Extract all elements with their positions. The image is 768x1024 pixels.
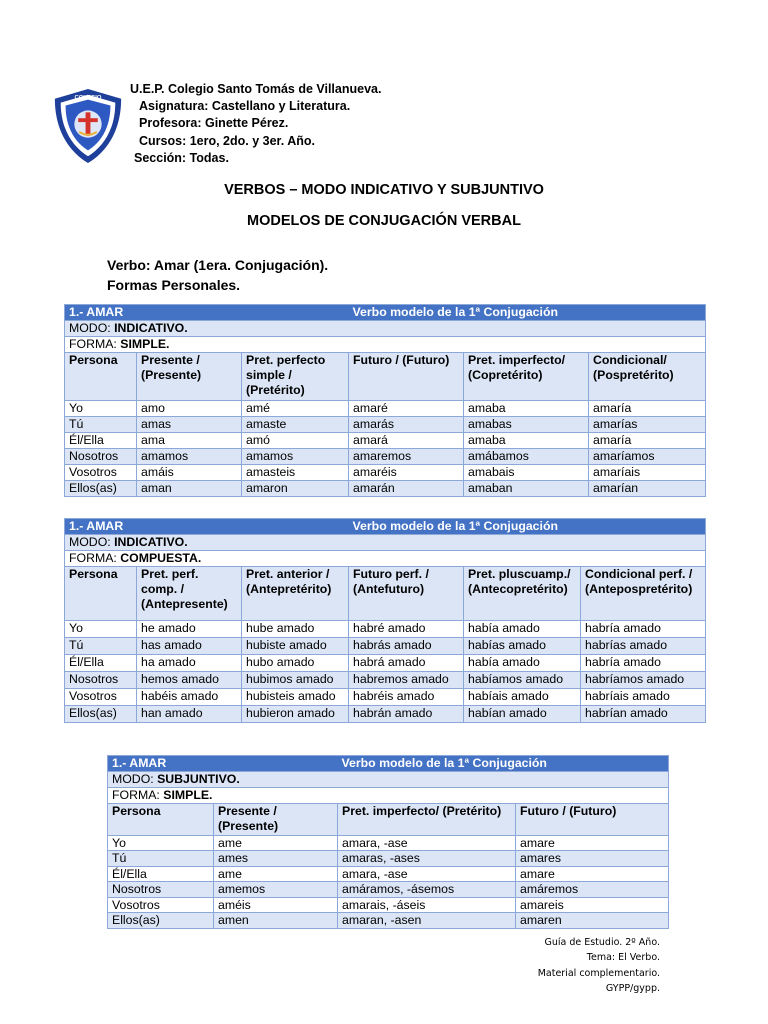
col-4: Pret. pluscuamp./ (Antecopretérito): [464, 567, 581, 621]
page-footer: [538, 935, 660, 997]
cell: Él/Ella: [108, 866, 214, 882]
form-value: SIMPLE.: [163, 788, 213, 802]
cell: amaron: [242, 481, 349, 497]
cell: amáis: [137, 465, 242, 481]
cell: hubiste amado: [242, 638, 349, 655]
cell: Yo: [65, 621, 137, 638]
table-row: [108, 851, 669, 867]
cell: amarían: [589, 481, 706, 497]
cell: amarías: [589, 417, 706, 433]
table-row: [65, 672, 706, 689]
cell: amaréis: [349, 465, 464, 481]
col-3: Futuro perf. / (Antefuturo): [349, 567, 464, 621]
forms-line: Formas Personales.: [107, 277, 241, 293]
footer-line: Material complementario.: [537, 967, 660, 979]
table-row: [65, 706, 706, 723]
table-row: [108, 866, 669, 882]
cell: amaría: [589, 401, 706, 417]
cell: amabais: [464, 465, 589, 481]
cell: han amado: [137, 706, 242, 723]
col-2: Pret. perfecto simple / (Pretérito): [242, 353, 349, 401]
cell: Ellos(as): [65, 706, 137, 723]
cell: habíais amado: [464, 689, 581, 706]
cell: habrás amado: [349, 638, 464, 655]
table-header-left: 1.- AMAR: [65, 519, 349, 535]
cell: Yo: [108, 835, 214, 851]
col-1: Presente / (Presente): [214, 803, 338, 835]
cell: Tú: [108, 851, 214, 867]
cell: amarais, -áseis: [338, 897, 516, 913]
cell: hube amado: [242, 621, 349, 638]
cell: amares: [516, 851, 669, 867]
cell: Vosotros: [65, 689, 137, 706]
table-row: [108, 882, 669, 898]
table-row: [108, 913, 669, 929]
table-row: [65, 449, 706, 465]
cell: hubisteis amado: [242, 689, 349, 706]
table-header-left: 1.- AMAR: [108, 756, 338, 772]
cell: Tú: [65, 417, 137, 433]
cell: habías amado: [464, 638, 581, 655]
seal-lettering: COLEGIO: [74, 95, 102, 102]
table-row: [65, 401, 706, 417]
cell: ha amado: [137, 655, 242, 672]
cell: amaban: [464, 481, 589, 497]
cell: amare: [516, 835, 669, 851]
cell: amábamos: [464, 449, 589, 465]
form-row: [108, 788, 669, 804]
table-row: [65, 417, 706, 433]
cell: habrían amado: [581, 706, 706, 723]
cell: habíamos amado: [464, 672, 581, 689]
table-row: [108, 835, 669, 851]
verb-line: Verbo: Amar (1era. Conjugación).: [107, 257, 329, 273]
cell: amaste: [242, 417, 349, 433]
school-name: U.E.P. Colegio Santo Tomás de Villanueva.: [130, 82, 382, 96]
cell: amaré: [349, 401, 464, 417]
page-subtitle: MODELOS DE CONJUGACIÓN VERBAL: [247, 213, 521, 229]
form-row: [65, 551, 706, 567]
cell: Él/Ella: [65, 655, 137, 672]
mode-value: INDICATIVO.: [114, 535, 188, 549]
cell: habría amado: [581, 621, 706, 638]
col-3: Futuro / (Futuro): [349, 353, 464, 401]
cell: amasteis: [242, 465, 349, 481]
cell: amaríais: [589, 465, 706, 481]
cell: amaba: [464, 401, 589, 417]
table-row: [65, 655, 706, 672]
cell: amaba: [464, 433, 589, 449]
courses-line: Cursos: 1ero, 2do. y 3er. Año.: [139, 133, 315, 148]
cell: amarás: [349, 417, 464, 433]
cell: hubo amado: [242, 655, 349, 672]
col-5: Condicional perf. / (Antepospretérito): [581, 567, 706, 621]
column-header-row: [65, 567, 706, 621]
cell: amara, -ase: [338, 866, 516, 882]
cell: amaríamos: [589, 449, 706, 465]
cell: habréis amado: [349, 689, 464, 706]
cell: Vosotros: [65, 465, 137, 481]
cell: amó: [242, 433, 349, 449]
table-row: [65, 621, 706, 638]
footer-line: Guía de Estudio. 2º Año.: [544, 937, 660, 948]
cell: hubieron amado: [242, 706, 349, 723]
subject-line: Asignatura: Castellano y Literatura.: [139, 99, 351, 114]
cell: amé: [242, 401, 349, 417]
form-label: FORMA:: [69, 337, 121, 351]
cell: améis: [214, 897, 338, 913]
cell: habéis amado: [137, 689, 242, 706]
table-header-row: [65, 305, 706, 321]
cell: ame: [214, 866, 338, 882]
table-header-right: Verbo modelo de la 1ª Conjugación: [349, 519, 706, 535]
col-1: Pret. perf. comp. / (Antepresente): [137, 567, 242, 621]
table-row: [65, 638, 706, 655]
conjugation-table-indicative-simple: [64, 304, 706, 497]
cell: amas: [137, 417, 242, 433]
mode-value: SUBJUNTIVO.: [157, 772, 240, 786]
table-row: [108, 897, 669, 913]
col-persona: Persona: [65, 353, 137, 401]
cell: ama: [137, 433, 242, 449]
cell: habré amado: [349, 621, 464, 638]
col-2: Pret. anterior / (Antepretérito): [242, 567, 349, 621]
cell: Nosotros: [108, 882, 214, 898]
cell: amabas: [464, 417, 589, 433]
cell: amaremos: [349, 449, 464, 465]
form-value: SIMPLE.: [120, 337, 170, 351]
cell: habríais amado: [581, 689, 706, 706]
cell: había amado: [464, 655, 581, 672]
col-3: Futuro / (Futuro): [516, 803, 669, 835]
cell: aman: [137, 481, 242, 497]
cell: amamos: [137, 449, 242, 465]
cell: amáremos: [516, 882, 669, 898]
cell: habremos amado: [349, 672, 464, 689]
cell: amaras, -ases: [338, 851, 516, 867]
cell: Ellos(as): [65, 481, 137, 497]
mode-label: MODO:: [69, 321, 115, 335]
cell: habían amado: [464, 706, 581, 723]
column-header-row: [108, 803, 669, 835]
form-label: FORMA:: [112, 788, 164, 802]
section-line: Sección: Todas.: [134, 150, 229, 165]
table-header-left: 1.- AMAR: [65, 305, 349, 321]
cell: hubimos amado: [242, 672, 349, 689]
school-header: [130, 81, 381, 167]
column-header-row: [65, 353, 706, 401]
mode-row: [108, 772, 669, 788]
verb-intro: [107, 255, 328, 295]
cell: habrías amado: [581, 638, 706, 655]
cell: amemos: [214, 882, 338, 898]
table-row: [65, 689, 706, 706]
school-seal: [49, 87, 127, 165]
mode-label: MODO:: [112, 772, 158, 786]
cell: amareis: [516, 897, 669, 913]
cell: habrán amado: [349, 706, 464, 723]
cell: hemos amado: [137, 672, 242, 689]
table-row: [65, 465, 706, 481]
conjugation-table-indicative-compound: [64, 518, 706, 723]
cell: habría amado: [581, 655, 706, 672]
footer-line: GYPP/gypp.: [605, 983, 660, 995]
cell: amamos: [242, 449, 349, 465]
cell: has amado: [137, 638, 242, 655]
cell: Tú: [65, 638, 137, 655]
cell: Él/Ella: [65, 433, 137, 449]
cell: amen: [214, 913, 338, 929]
cell: amarán: [349, 481, 464, 497]
form-label: FORMA:: [69, 551, 121, 565]
cell: amáramos, -ásemos: [338, 882, 516, 898]
footer-line: Tema: El Verbo.: [586, 952, 660, 964]
cell: amare: [516, 866, 669, 882]
cell: amo: [137, 401, 242, 417]
cell: Yo: [65, 401, 137, 417]
table-row: [65, 433, 706, 449]
mode-row: [65, 321, 706, 337]
cell: amaran, -asen: [338, 913, 516, 929]
page-title: VERBOS – MODO INDICATIVO Y SUBJUNTIVO: [224, 182, 544, 198]
conjugation-table-subjunctive-simple: [107, 755, 669, 929]
col-persona: Persona: [65, 567, 137, 621]
form-row: [65, 337, 706, 353]
cell: amara, -ase: [338, 835, 516, 851]
cell: amaría: [589, 433, 706, 449]
mode-label: MODO:: [69, 535, 115, 549]
cell: había amado: [464, 621, 581, 638]
table-header-right: Verbo modelo de la 1ª Conjugación: [349, 305, 706, 321]
teacher-line: Profesora: Ginette Pérez.: [139, 116, 289, 131]
cell: Vosotros: [108, 897, 214, 913]
cell: Nosotros: [65, 449, 137, 465]
table-header-row: [108, 756, 669, 772]
cell: ames: [214, 851, 338, 867]
col-4: Pret. imperfecto/ (Copretérito): [464, 353, 589, 401]
cell: amará: [349, 433, 464, 449]
form-value: COMPUESTA.: [120, 551, 202, 565]
col-1: Presente / (Presente): [137, 353, 242, 401]
mode-value: INDICATIVO.: [114, 321, 188, 335]
cell: habríamos amado: [581, 672, 706, 689]
cell: Ellos(as): [108, 913, 214, 929]
col-persona: Persona: [108, 803, 214, 835]
cell: ame: [214, 835, 338, 851]
mode-row: [65, 535, 706, 551]
cell: he amado: [137, 621, 242, 638]
table-row: [65, 481, 706, 497]
col-2: Pret. imperfecto/ (Pretérito): [338, 803, 516, 835]
cell: Nosotros: [65, 672, 137, 689]
col-5: Condicional/ (Pospretérito): [589, 353, 706, 401]
cell: habrá amado: [349, 655, 464, 672]
table-header-right: Verbo modelo de la 1ª Conjugación: [338, 756, 669, 772]
cell: amaren: [516, 913, 669, 929]
table-header-row: [65, 519, 706, 535]
